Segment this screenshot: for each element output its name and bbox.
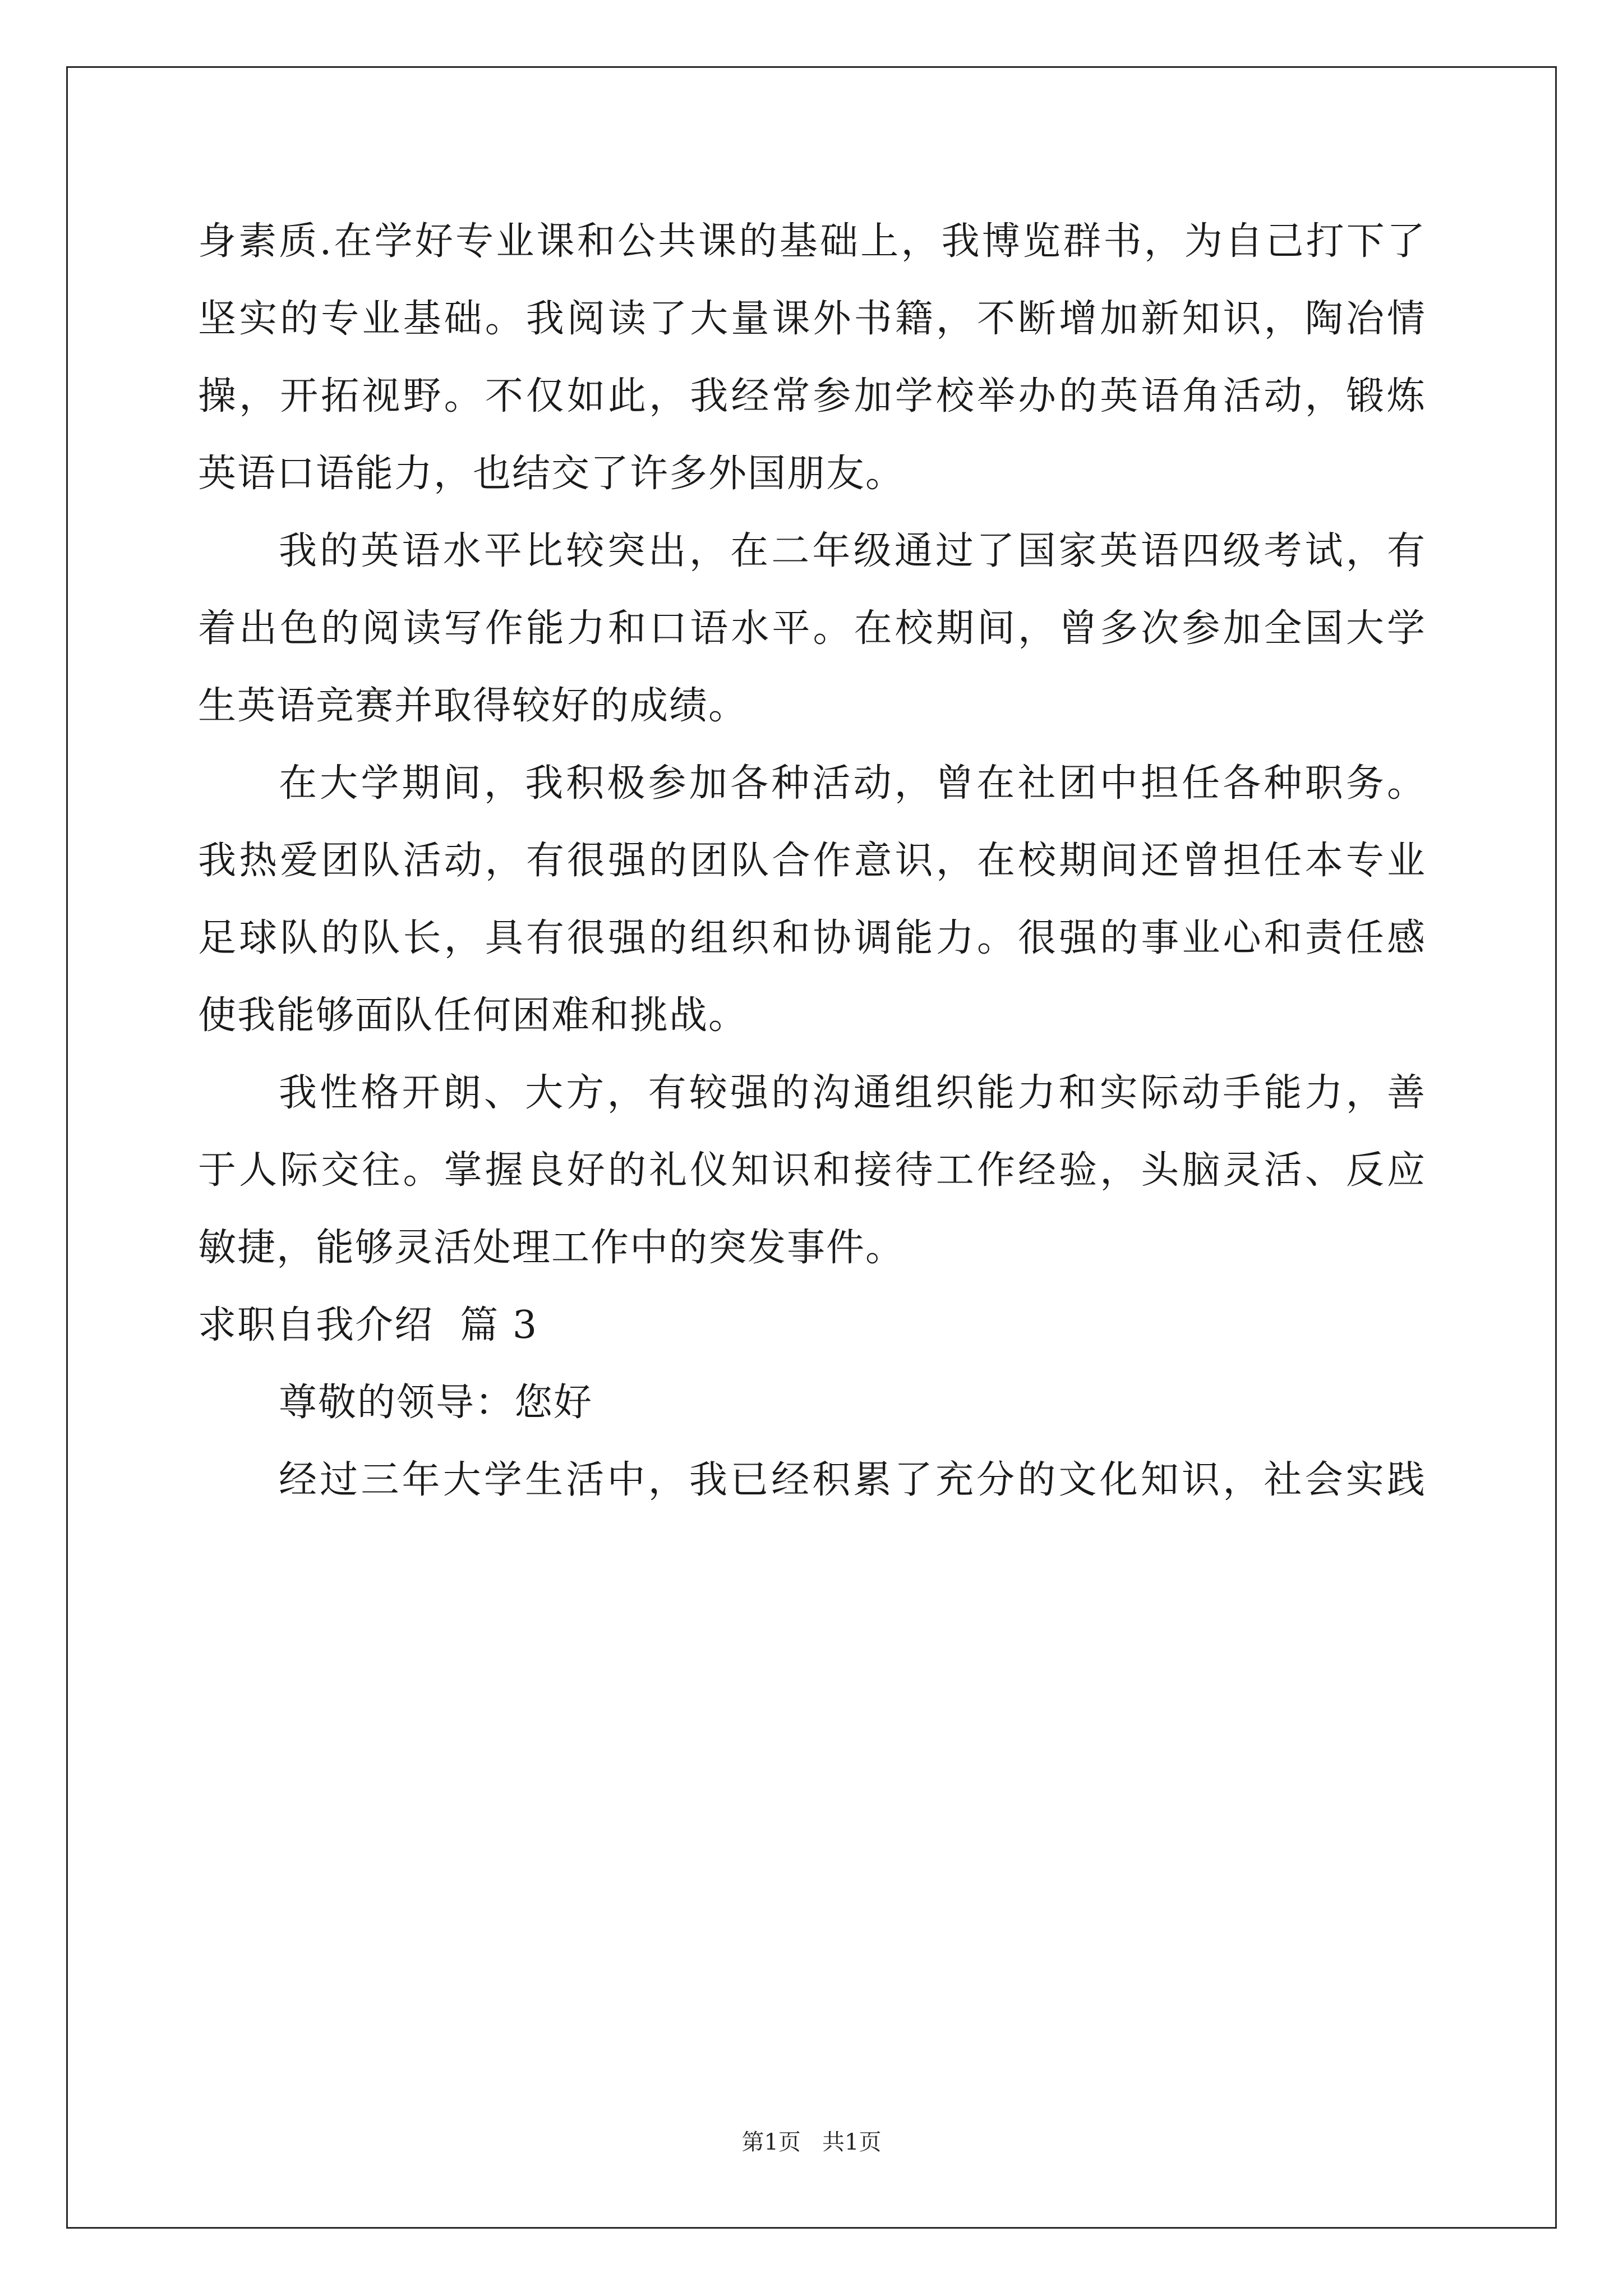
page-footer	[0, 2129, 1623, 2156]
text-line: 坚实的专业基础。我阅读了大量课外书籍，不断增加新知识，陶冶情	[198, 297, 1426, 341]
text-line: 英语口语能力，也结交了许多外国朋友。	[198, 452, 905, 496]
text-line: 于人际交往。掌握良好的礼仪知识和接待工作经验，头脑灵活、反应	[198, 1148, 1426, 1193]
paragraph-1	[198, 203, 1426, 513]
text-line: 敏捷，能够灵活处理工作中的突发事件。	[198, 1226, 905, 1270]
page-number-label: 第1页 共1页	[741, 2129, 882, 2155]
paragraph-5	[198, 1442, 1426, 1519]
text-line: 尊敬的领导：您好	[279, 1381, 593, 1425]
paragraph-3	[198, 745, 1426, 1055]
text-line: 我性格开朗、大方，有较强的沟通组织能力和实际动手能力，善	[279, 1071, 1426, 1115]
text-line: 经过三年大学生活中，我已经积累了充分的文化知识，社会实践	[279, 1458, 1426, 1502]
text-line: 操，开拓视野。不仅如此，我经常参加学校举办的英语角活动，锻炼	[198, 374, 1426, 418]
text-line: 在大学期间，我积极参加各种活动，曾在社团中担任各种职务。	[279, 761, 1426, 806]
document-body	[198, 203, 1426, 1519]
text-line: 足球队的队长，具有很强的组织和协调能力。很强的事业心和责任感	[198, 916, 1426, 960]
section-heading: 求职自我介绍 篇 3	[198, 1303, 538, 1347]
text-line: 使我能够面队任何困难和挑战。	[198, 993, 748, 1038]
text-line: 着出色的阅读写作能力和口语水平。在校期间，曾多次参加全国大学	[198, 606, 1426, 651]
text-line: 身素质.在学好专业课和公共课的基础上，我博览群书，为自己打下了	[198, 219, 1426, 264]
paragraph-2	[198, 513, 1426, 745]
text-line: 我的英语水平比较突出，在二年级通过了国家英语四级考试，有	[279, 529, 1426, 573]
text-line: 生英语竞赛并取得较好的成绩。	[198, 684, 748, 728]
text-line: 我热爱团队活动，有很强的团队合作意识，在校期间还曾担任本专业	[198, 839, 1426, 883]
greeting	[198, 1364, 1426, 1442]
paragraph-4	[198, 1055, 1426, 1287]
